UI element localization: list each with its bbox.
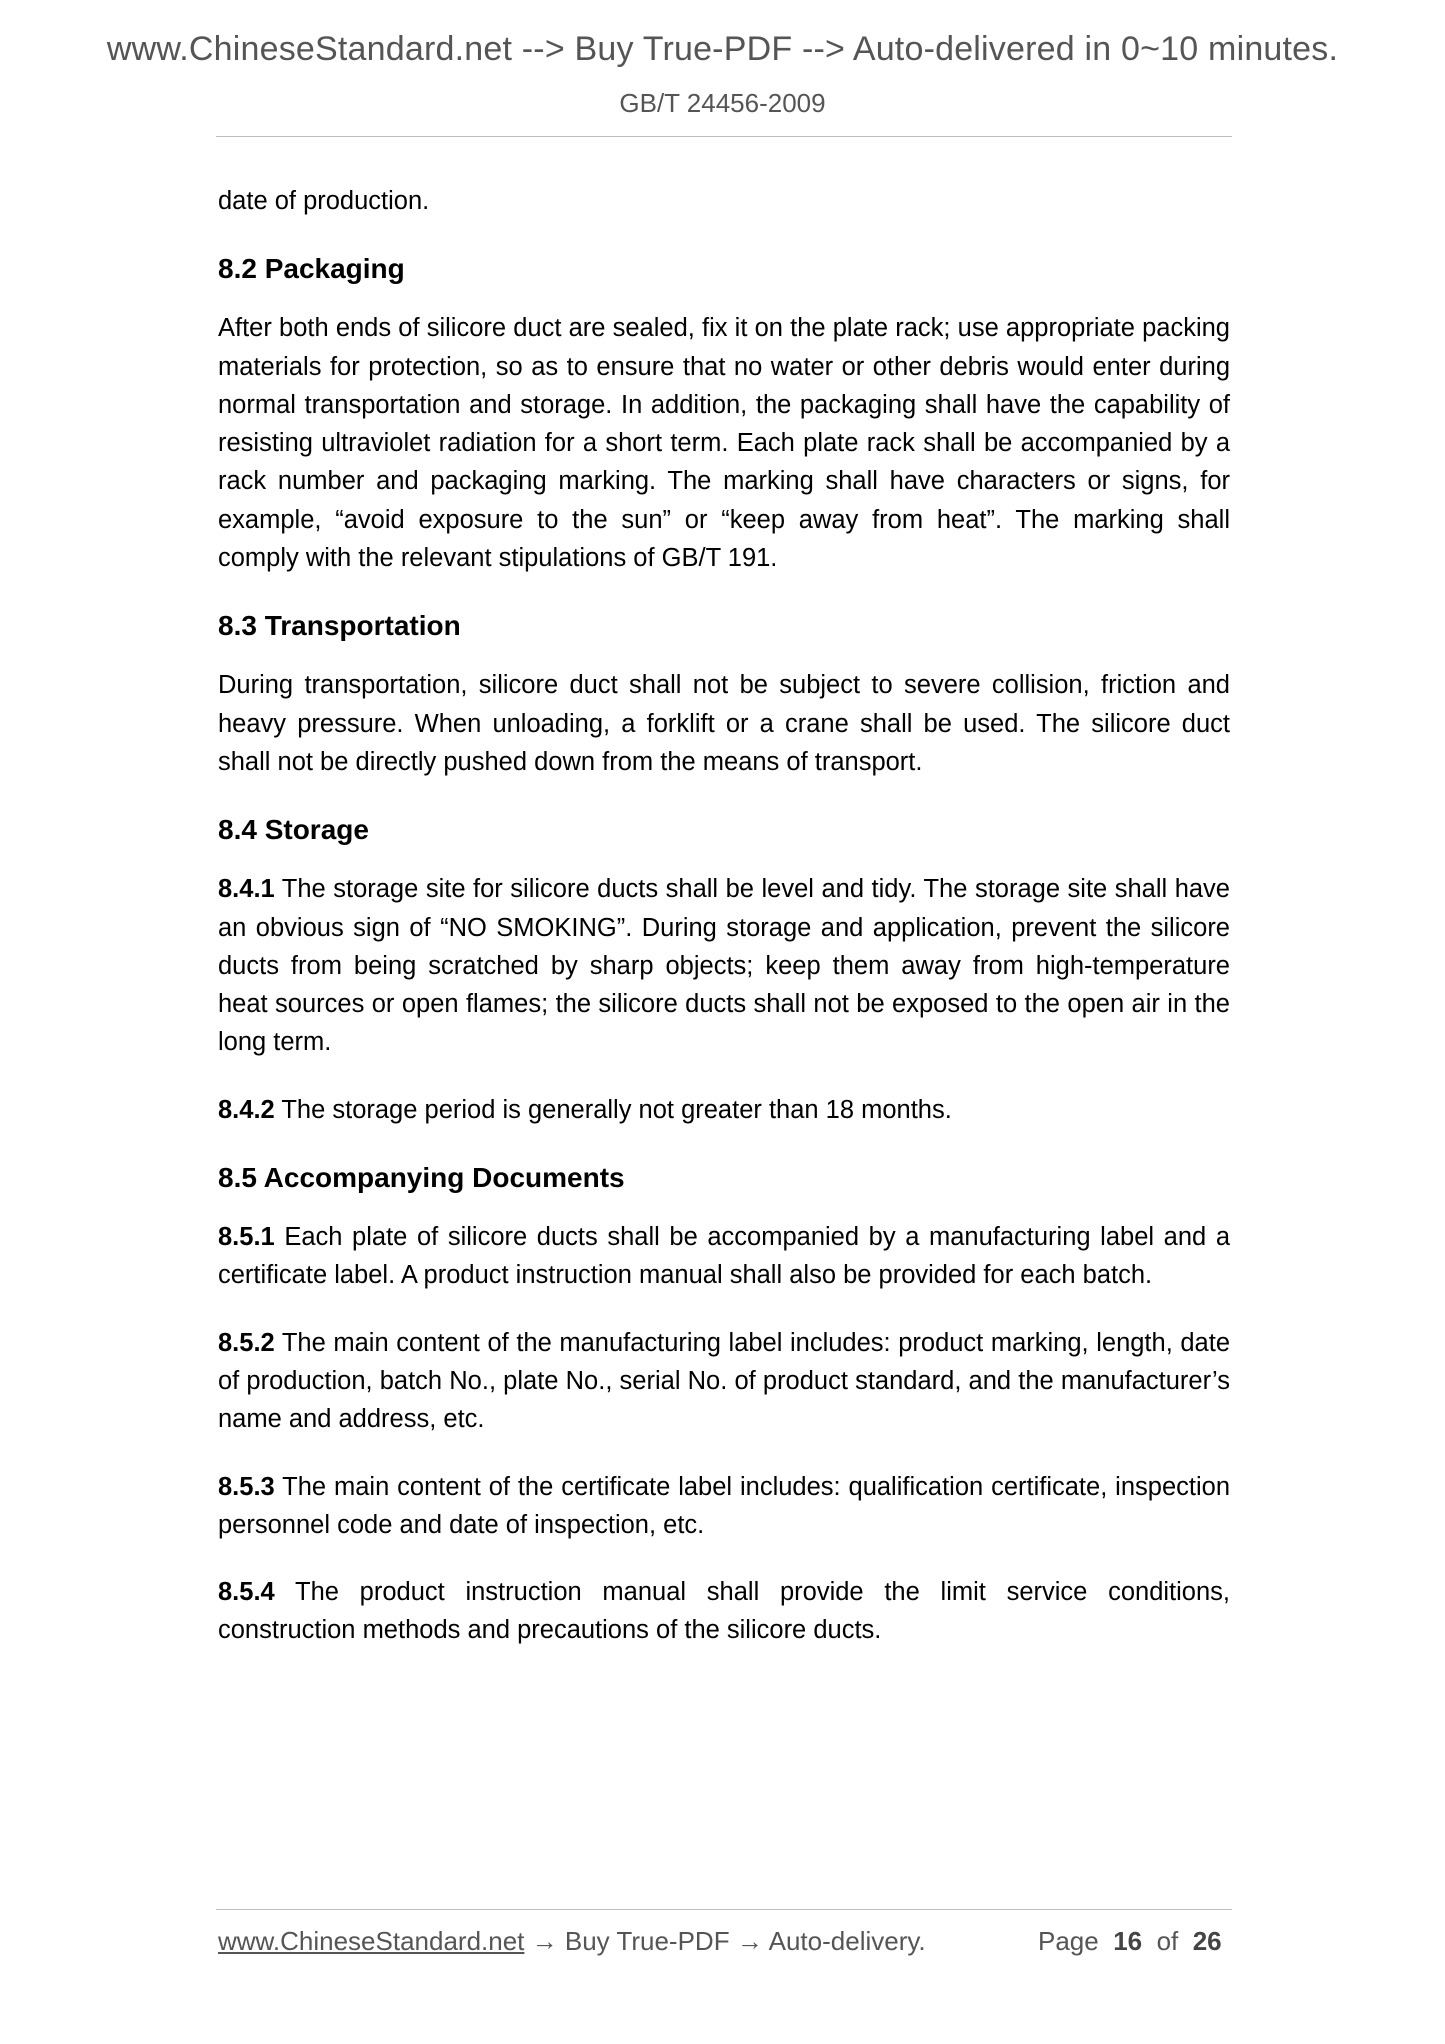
page-indicator	[1038, 1926, 1222, 1957]
section-8-3-paragraph: During transportation, silicore duct shall not be subject to severe collision, friction and heavy pressure. When unloading, a forklift or a crane shall be used. The silicore duct shall not be directly pushed down from the means of transport.	[218, 671, 1230, 776]
page-number: 16	[1113, 1926, 1143, 1956]
section-8-4-heading: 8.4 Storage	[218, 814, 369, 846]
site-link[interactable]: www.ChineseStandard.net	[218, 1926, 525, 1956]
clause-8-4-2	[218, 1091, 1230, 1129]
header-divider	[216, 136, 1232, 137]
clause-number: 8.5.1	[218, 1223, 275, 1252]
clause-text: The main content of the certificate label includes: qualification certificate, inspection personnel code and date of inspection, etc.	[218, 1472, 1230, 1539]
clause-text: Each plate of silicore ducts shall be accompanied by a manufacturing label and a certificate label. A product instruction manual shall also be provided for each batch.	[218, 1223, 1230, 1290]
page-label: Page	[1038, 1926, 1099, 1956]
clause-8-5-2	[218, 1324, 1230, 1439]
total-pages: 26	[1192, 1926, 1222, 1956]
clause-number: 8.4.2	[218, 1095, 275, 1124]
clause-8-5-3	[218, 1468, 1230, 1545]
footer-divider	[216, 1909, 1232, 1910]
clause-number: 8.5.4	[218, 1578, 275, 1607]
of-label: of	[1156, 1926, 1179, 1956]
arrow-right-icon: →	[531, 1926, 558, 1956]
clause-text: The storage period is generally not greater than 18 months.	[274, 1095, 952, 1124]
page-content	[218, 182, 1230, 1679]
clause-number: 8.4.1	[218, 875, 275, 904]
section-8-5-heading: 8.5 Accompanying Documents	[218, 1162, 625, 1194]
top-banner: www.ChineseStandard.net --> Buy True-PDF --> Auto-delivered in 0~10 minutes.	[106, 30, 1339, 68]
section-8-2-paragraph: After both ends of silicore duct are sealed, fix it on the plate rack; use appropriate packing materials for protection, so as to ensure that no water or other debris would enter during normal transportation and storage. In addition, the packaging shall have the capability of resisting ultraviolet radiation for a short term. Each plate rack shall be accompanied by a rack number and packaging marking. The marking shall have characters or signs, for example, “avoid exposure to the sun” or “keep away from heat”. The marking shall comply with the relevant stipulations of GB/T 191.	[218, 314, 1230, 573]
footer-links	[218, 1926, 926, 1957]
clause-8-5-4	[218, 1573, 1230, 1650]
clause-8-5-1	[218, 1218, 1230, 1295]
clause-8-4-1	[218, 870, 1230, 1061]
continuation-text: date of production.	[218, 187, 430, 215]
buy-pdf-text: Buy True-PDF	[564, 1926, 730, 1956]
clause-text: The main content of the manufacturing label includes: product marking, length, date of production, batch No., plate No., serial No. of product standard, and the manufacturer’s name and address, etc.	[218, 1328, 1230, 1434]
standard-code: GB/T 24456-2009	[619, 88, 826, 118]
section-8-2-heading: 8.2 Packaging	[218, 253, 405, 285]
clause-text: The storage site for silicore ducts shall be level and tidy. The storage site shall have an obvious sign of “NO SMOKING”. During storage and application, prevent the silicore ducts from being scratched by sharp objects; keep them away from high-temperature heat sources or open flames; the silicore ducts shall not be exposed to the open air in the long term.	[218, 875, 1230, 1057]
clause-number: 8.5.2	[218, 1328, 275, 1357]
section-8-3-heading: 8.3 Transportation	[218, 610, 461, 642]
auto-delivery-text: Auto-delivery.	[768, 1926, 926, 1956]
clause-number: 8.5.3	[218, 1472, 275, 1501]
arrow-right-icon: →	[736, 1926, 763, 1956]
clause-text: The product instruction manual shall provide the limit service conditions, construction methods and precautions of the silicore ducts.	[218, 1578, 1230, 1645]
